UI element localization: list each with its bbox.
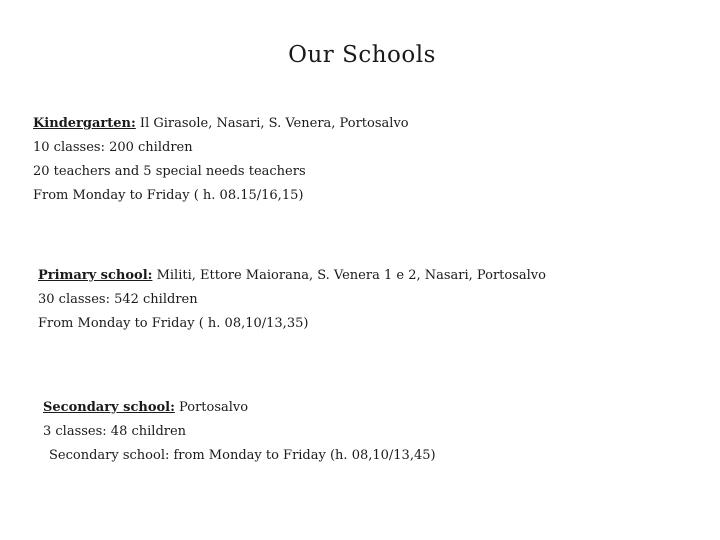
kindergarten-section (33, 112, 409, 208)
kindergarten-teachers: 20 teachers and 5 special needs teachers (33, 164, 306, 179)
primary-heading-line (38, 264, 546, 288)
page-title (0, 42, 720, 68)
secondary-label: Secondary school: (43, 400, 175, 415)
secondary-classes: 3 classes: 48 children (43, 424, 187, 439)
kindergarten-heading-line (33, 112, 409, 136)
kindergarten-label: Kindergarten: (33, 116, 136, 131)
kindergarten-hours: From Monday to Friday ( h. 08.15/16,15) (33, 188, 304, 203)
primary-classes: 30 classes: 542 children (38, 292, 198, 307)
kindergarten-classes: 10 classes: 200 children (33, 140, 193, 155)
primary-section (38, 264, 546, 336)
secondary-locations: Portosalvo (174, 400, 249, 415)
kindergarten-locations: Il Girasole, Nasari, S. Venera, Portosalvo (135, 116, 409, 131)
page-title-text: Our Schools (288, 42, 436, 68)
primary-hours: From Monday to Friday ( h. 08,10/13,35) (38, 316, 309, 331)
secondary-hours: Secondary school: from Monday to Friday (h. 08,10/13,45) (49, 448, 436, 463)
secondary-section (43, 396, 436, 468)
primary-label: Primary school: (38, 268, 153, 283)
primary-locations: Militi, Ettore Maiorana, S. Venera 1 e 2, Nasari, Portosalvo (152, 268, 546, 283)
secondary-heading-line (43, 396, 436, 420)
